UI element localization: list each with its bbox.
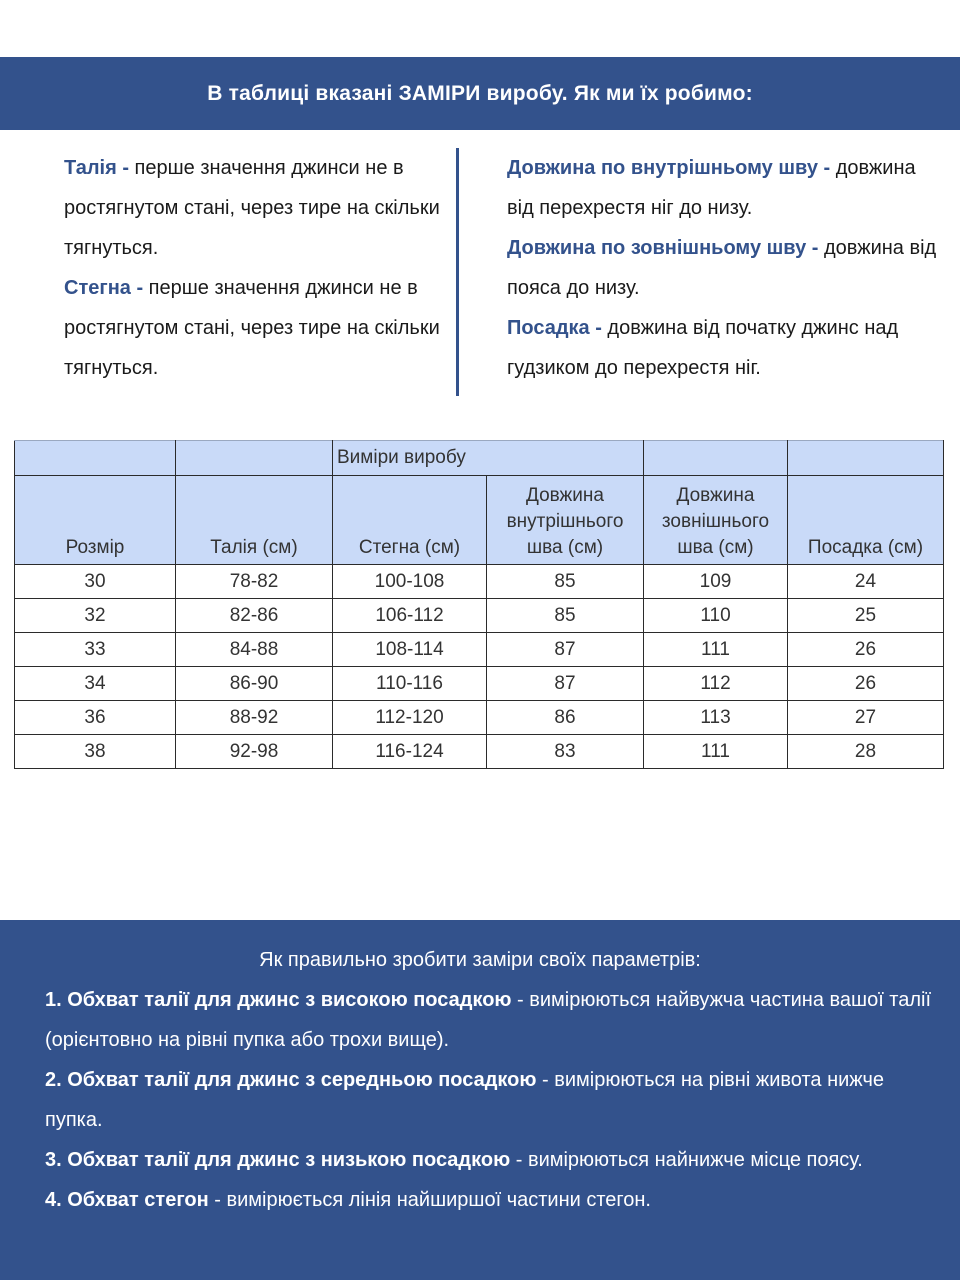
column-header-inseam: Довжина внутрішнього шва (см) (487, 476, 644, 565)
table-cell: 38 (15, 735, 176, 769)
definition-waist (64, 148, 444, 268)
definition-term: Талія - (64, 157, 129, 179)
definition-hips (64, 268, 444, 388)
table-cell: 116-124 (333, 735, 487, 769)
tip-text: - вимірюється лінія найширшої частини стегон. (208, 1189, 651, 1211)
definition-rise (507, 308, 937, 388)
tip-heading: 1. Обхват талії для джинс з високою посадкою (45, 989, 512, 1011)
definition-text: перше значення джинси не в ростягнутом стані, через тире на скільки тягнуться. (64, 157, 440, 259)
table-cell: 110 (644, 599, 788, 633)
table-cell: 92-98 (176, 735, 333, 769)
column-header-waist: Талія (см) (176, 476, 333, 565)
table-cell: 87 (487, 633, 644, 667)
definitions-section (0, 148, 960, 398)
definition-outseam (507, 228, 937, 308)
table-header-cell (788, 441, 944, 476)
measurement-tips-section (0, 920, 960, 1280)
table-cell: 82-86 (176, 599, 333, 633)
table-header-cell (15, 441, 176, 476)
table-cell: 28 (788, 735, 944, 769)
table-cell: 27 (788, 701, 944, 735)
table-cell: 78-82 (176, 565, 333, 599)
definition-term: Довжина по зовнішньому шву - (507, 237, 819, 259)
tip-item (45, 1060, 935, 1140)
definition-text: довжина від початку джинс над гудзиком до перехрестя ніг. (507, 317, 899, 379)
table-row (15, 735, 944, 769)
definition-term: Довжина по внутрішньому шву - (507, 157, 831, 179)
table-cell: 111 (644, 633, 788, 667)
table-cell: 88-92 (176, 701, 333, 735)
tip-heading: 2. Обхват талії для джинс з середньою посадкою (45, 1069, 537, 1091)
tip-text: - вимірюються найвужча частина вашої талії (орієнтовно на рівні пупка або трохи вище). (45, 989, 932, 1051)
table-header-cell (644, 441, 788, 476)
table-row (15, 633, 944, 667)
table-cell: 108-114 (333, 633, 487, 667)
definition-text: довжина від пояса до низу. (507, 237, 937, 299)
definition-inseam (507, 148, 937, 228)
table-header-cell (176, 441, 333, 476)
tips-list (45, 980, 935, 1220)
definition-term: Посадка - (507, 317, 602, 339)
table-cell: 100-108 (333, 565, 487, 599)
definition-text: довжина від перехрестя ніг до низу. (507, 157, 916, 219)
table-cell: 83 (487, 735, 644, 769)
table-cell: 24 (788, 565, 944, 599)
definitions-left-column (64, 148, 444, 388)
tip-text: - вимірюються на рівні живота нижче пупка. (45, 1069, 885, 1131)
header-banner (0, 57, 960, 130)
table-cell: 106-112 (333, 599, 487, 633)
column-header-outseam: Довжина зовнішнього шва (см) (644, 476, 788, 565)
table-cell: 84-88 (176, 633, 333, 667)
table-group-header-row (15, 441, 944, 476)
table-row (15, 565, 944, 599)
table-cell: 86-90 (176, 667, 333, 701)
table-cell: 85 (487, 565, 644, 599)
tip-item (45, 980, 935, 1060)
table-cell: 25 (788, 599, 944, 633)
table-row (15, 599, 944, 633)
definition-term: Стегна - (64, 277, 144, 299)
table-cell: 36 (15, 701, 176, 735)
table-row (15, 701, 944, 735)
column-header-hips: Стегна (см) (333, 476, 487, 565)
table-cell: 86 (487, 701, 644, 735)
column-divider (456, 148, 459, 396)
table-cell: 85 (487, 599, 644, 633)
table-cell: 109 (644, 565, 788, 599)
tip-heading: 4. Обхват стегон (45, 1189, 209, 1211)
column-header-rise: Посадка (см) (788, 476, 944, 565)
size-table (14, 440, 944, 769)
table-cell: 113 (644, 701, 788, 735)
table-row (15, 667, 944, 701)
definitions-right-column (507, 148, 937, 388)
table-cell: 30 (15, 565, 176, 599)
banner-title: В таблиці вказані ЗАМІРИ виробу. Як ми їх робимо: (207, 81, 753, 105)
table-cell: 32 (15, 599, 176, 633)
tip-text: - вимірюються найнижче місце поясу. (510, 1149, 863, 1171)
table-cell: 110-116 (333, 667, 487, 701)
table-cell: 26 (788, 633, 944, 667)
table-group-header: Виміри виробу (333, 441, 644, 476)
table-cell: 34 (15, 667, 176, 701)
table-cell: 112-120 (333, 701, 487, 735)
table-cell: 33 (15, 633, 176, 667)
tips-title: Як правильно зробити заміри своїх параметрів: (259, 949, 701, 971)
table-cell: 111 (644, 735, 788, 769)
tip-heading: 3. Обхват талії для джинс з низькою посадкою (45, 1149, 511, 1171)
table-cell: 112 (644, 667, 788, 701)
definition-text: перше значення джинси не в ростягнутом стані, через тире на скільки тягнуться. (64, 277, 440, 379)
table-cell: 87 (487, 667, 644, 701)
tip-item (45, 1180, 935, 1220)
table-cell: 26 (788, 667, 944, 701)
tip-item (45, 1140, 935, 1180)
table-column-header-row (15, 476, 944, 565)
column-header-size: Розмір (15, 476, 176, 565)
